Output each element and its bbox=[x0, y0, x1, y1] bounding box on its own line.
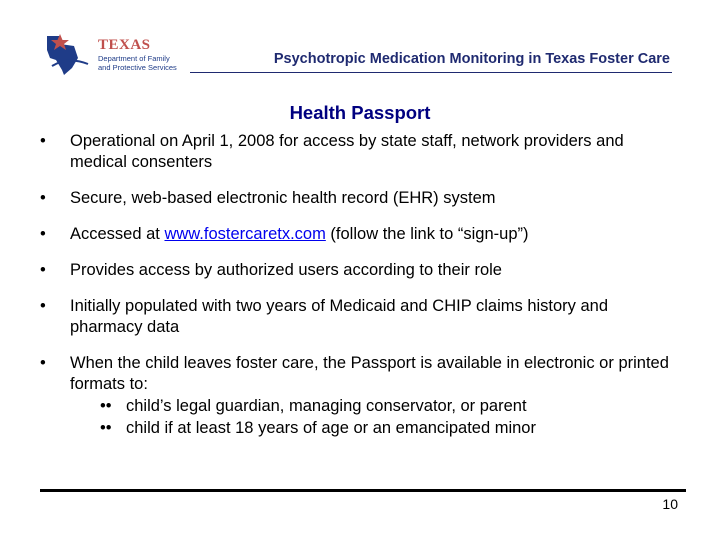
bullet-dot: • bbox=[40, 354, 46, 372]
bullet-dot: • bbox=[40, 261, 46, 279]
logo-services-line: and Protective Services bbox=[98, 63, 177, 72]
sub-bullet-text: child’s legal guardian, managing conservator, or parent bbox=[126, 397, 527, 415]
sub-bullet-dot: •• bbox=[100, 419, 112, 437]
logo-word: TEXAS bbox=[98, 37, 151, 53]
sub-bullet-text: child if at least 18 years of age or an emancipated minor bbox=[126, 419, 536, 437]
sub-bullet-list bbox=[70, 395, 680, 439]
bullet-text: Initially populated with two years of Medicaid and CHIP claims history and pharmacy data bbox=[70, 297, 609, 336]
bullet-text: When the child leaves foster care, the Passport is available in electronic or printed formats to: bbox=[70, 354, 669, 393]
sub-bullet-dot: •• bbox=[100, 397, 112, 415]
sub-bullet-item bbox=[100, 417, 680, 439]
bullet-text-after-link: (follow the link to “sign-up”) bbox=[325, 225, 529, 243]
footer-divider bbox=[40, 489, 686, 492]
bullet-item bbox=[40, 260, 680, 281]
bullet-item bbox=[40, 353, 680, 439]
dfps-logo bbox=[44, 30, 184, 78]
bullet-item bbox=[40, 188, 680, 209]
bullet-text: Secure, web-based electronic health record (EHR) system bbox=[70, 189, 496, 207]
bullet-dot: • bbox=[40, 225, 46, 243]
sub-bullet-item bbox=[100, 395, 680, 417]
bullet-item bbox=[40, 296, 680, 338]
header-title: Psychotropic Medication Monitoring in Texas Foster Care bbox=[273, 51, 670, 67]
bullet-text: Provides access by authorized users according to their role bbox=[70, 261, 502, 279]
bullet-text-before-link: Accessed at bbox=[70, 225, 165, 243]
bullet-item bbox=[40, 131, 680, 173]
slide-title: Health Passport bbox=[289, 102, 431, 123]
bullet-item bbox=[40, 224, 680, 245]
logo-department-line: Department of Family bbox=[98, 54, 170, 63]
bullet-dot: • bbox=[40, 189, 46, 207]
fostercaretx-link[interactable]: www.fostercaretx.com bbox=[164, 225, 326, 243]
bullet-dot: • bbox=[40, 297, 46, 315]
bullet-dot: • bbox=[40, 132, 46, 150]
header-divider bbox=[190, 72, 672, 73]
page-number: 10 bbox=[662, 496, 678, 512]
bullet-list bbox=[40, 131, 680, 439]
bullet-text: Operational on April 1, 2008 for access by state staff, network providers and medical consenters bbox=[70, 132, 624, 171]
